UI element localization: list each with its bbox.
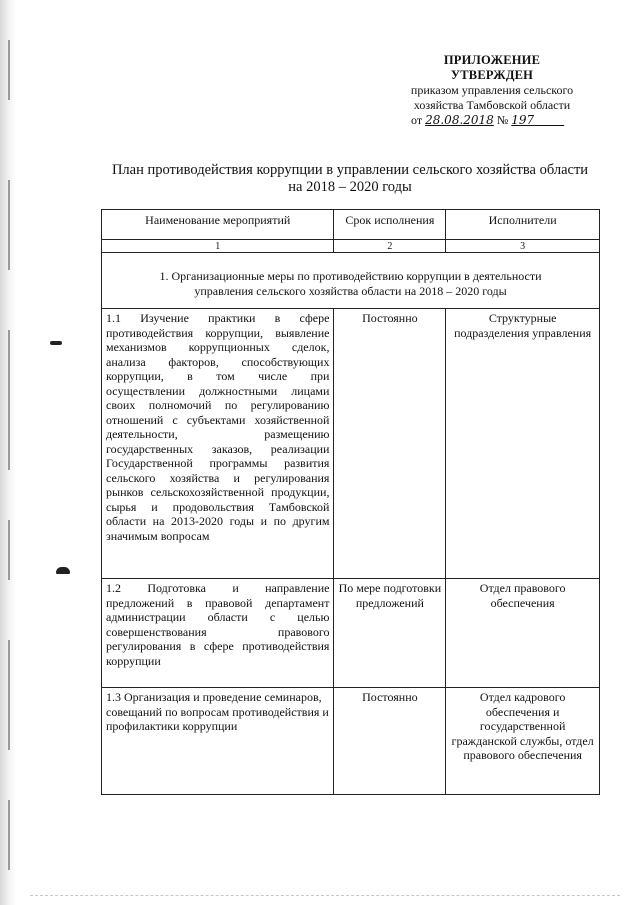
header-from-label: от (411, 113, 423, 127)
section-title-line-1: 1. Организационные меры по противодействию коррупции в деятельности (159, 269, 542, 283)
header-date: 28.08.2018 (425, 113, 494, 127)
approval-header (392, 53, 592, 128)
table-row (102, 309, 600, 579)
title-line-2: на 2018 – 2020 годы (288, 179, 412, 195)
activity-cell: 1.3 Организация и проведение семинаров, совещаний по вопросам противодействия и профилактики коррупции (102, 688, 334, 795)
table-row (102, 579, 600, 688)
executors-cell: Отдел правового обеспечения (446, 579, 600, 688)
deadline-cell: Постоянно (334, 688, 446, 795)
deadline-cell: По мере подготовки предложений (334, 579, 446, 688)
column-number-row (102, 240, 600, 253)
section-title (102, 253, 600, 309)
header-appendix: ПРИЛОЖЕНИЕ (443, 53, 541, 67)
hole-punch-mark (50, 341, 62, 345)
header-approved: УТВЕРЖДЕН (450, 68, 534, 82)
section-row (102, 253, 600, 309)
document-title (100, 162, 600, 196)
col-number: 3 (446, 240, 600, 253)
scan-edge (0, 0, 16, 905)
col-header-executors: Исполнители (446, 210, 600, 240)
header-agency-line: хозяйства Тамбовской области (413, 98, 571, 112)
activity-cell: 1.2 Подготовка и направление предложений в правовой департамент администрации области с целью совершенствования правового регулирования в сфере противодействия коррупции (102, 579, 334, 688)
table-row (102, 688, 600, 795)
header-order-line: приказом управления сельского (410, 83, 574, 97)
activity-cell: 1.1 Изучение практики в сфере противодействия коррупции, выявление механизмов коррупционных сделок, анализа факторов, способствующих коррупции, в том числе при осуществлении должностными лицами своих полномочий по регулированию отношений с субъектами хозяйственной деятельности, размещению государственных заказов, реализации Государственной программы развития сельского хозяйства и регулирования рынков сельскохозяйственной продукции, сырья и продовольствия Тамбовской области на 2013-2020 годы и по другим значимым вопросам (102, 309, 334, 579)
col-header-deadline: Срок исполнения (334, 210, 446, 240)
header-number: 197 (511, 113, 535, 127)
hole-punch-mark (56, 567, 70, 574)
header-number-label: № (496, 113, 509, 127)
executors-cell: Структурные подразделения управления (446, 309, 600, 579)
table-header-row (102, 210, 600, 240)
col-number: 2 (334, 240, 446, 253)
executors-cell: Отдел кадрового обеспечения и государственной гражданской службы, отдел правового обеспечения (446, 688, 600, 795)
section-title-line-2: управления сельского хозяйства области на 2018 – 2020 годы (194, 283, 507, 298)
scan-footer-line (30, 895, 620, 897)
col-number: 1 (102, 240, 334, 253)
plan-table (101, 209, 600, 795)
title-line-1: План противодействия коррупции в управлении сельского хозяйства области (111, 162, 589, 178)
header-date-number (392, 113, 592, 128)
deadline-cell: Постоянно (334, 309, 446, 579)
col-header-activities: Наименование мероприятий (102, 210, 334, 240)
